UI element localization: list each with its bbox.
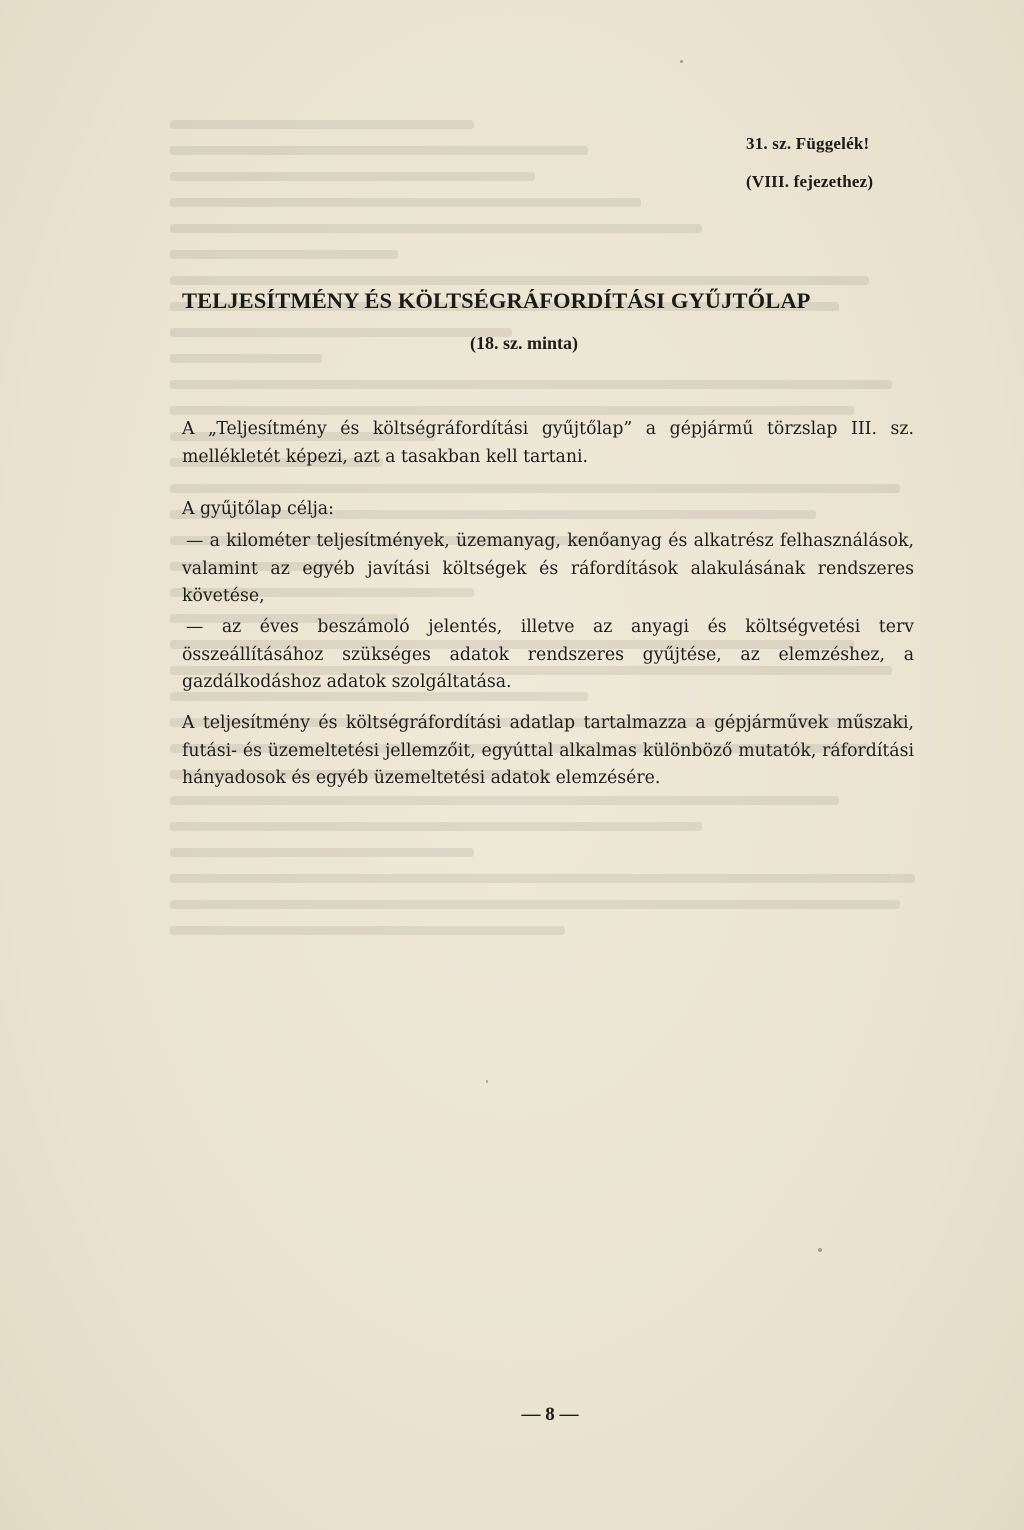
page-number: — 8 — (521, 1404, 579, 1425)
document-title: TELJESÍTMÉNY ÉS KÖLTSÉGRÁFORDÍTÁSI GYŰJTŐLAP (182, 288, 811, 313)
paper-speck (680, 60, 683, 63)
appendix-number: 31. sz. Függelék! (746, 134, 870, 153)
document-subtitle: (18. sz. minta) (470, 333, 578, 353)
chapter-reference: (VIII. fejezethez) (746, 172, 874, 191)
paper-speck (818, 1248, 822, 1252)
goal-bullet-2: — az éves beszámoló jelentés, illetve az anyagi és költségvetési terv összeállításához szükséges adatok rendszeres gyűjtése, az elemzéshez, a gazdálkodáshoz adatok szolgáltatása. (182, 617, 914, 692)
goal-heading: A gyűjtőlap célja: (182, 499, 334, 519)
closing-paragraph: A teljesítmény és költségráfordítási adatlap tartalmazza a gépjárművek műszaki, futási- és üzemeltetési jellemzőit, egyúttal alkalmas különböző mutatók, ráfordítási hányadosok és egyéb üzemeltetési adatok elemzésére. (182, 713, 914, 788)
paper-speck (486, 1080, 488, 1083)
intro-paragraph: A „Teljesítmény és költségráfordítási gyűjtőlap” a gépjármű törzslap III. sz. mellékletét képezi, azt a tasakban kell tartani. (182, 419, 914, 467)
goal-bullet-1: — a kilométer teljesítmények, üzemanyag, kenőanyag és alkatrész felhasználások, valamint az egyéb javítási költségek és ráfordítások alakulásának rendszeres követése, (182, 531, 914, 606)
